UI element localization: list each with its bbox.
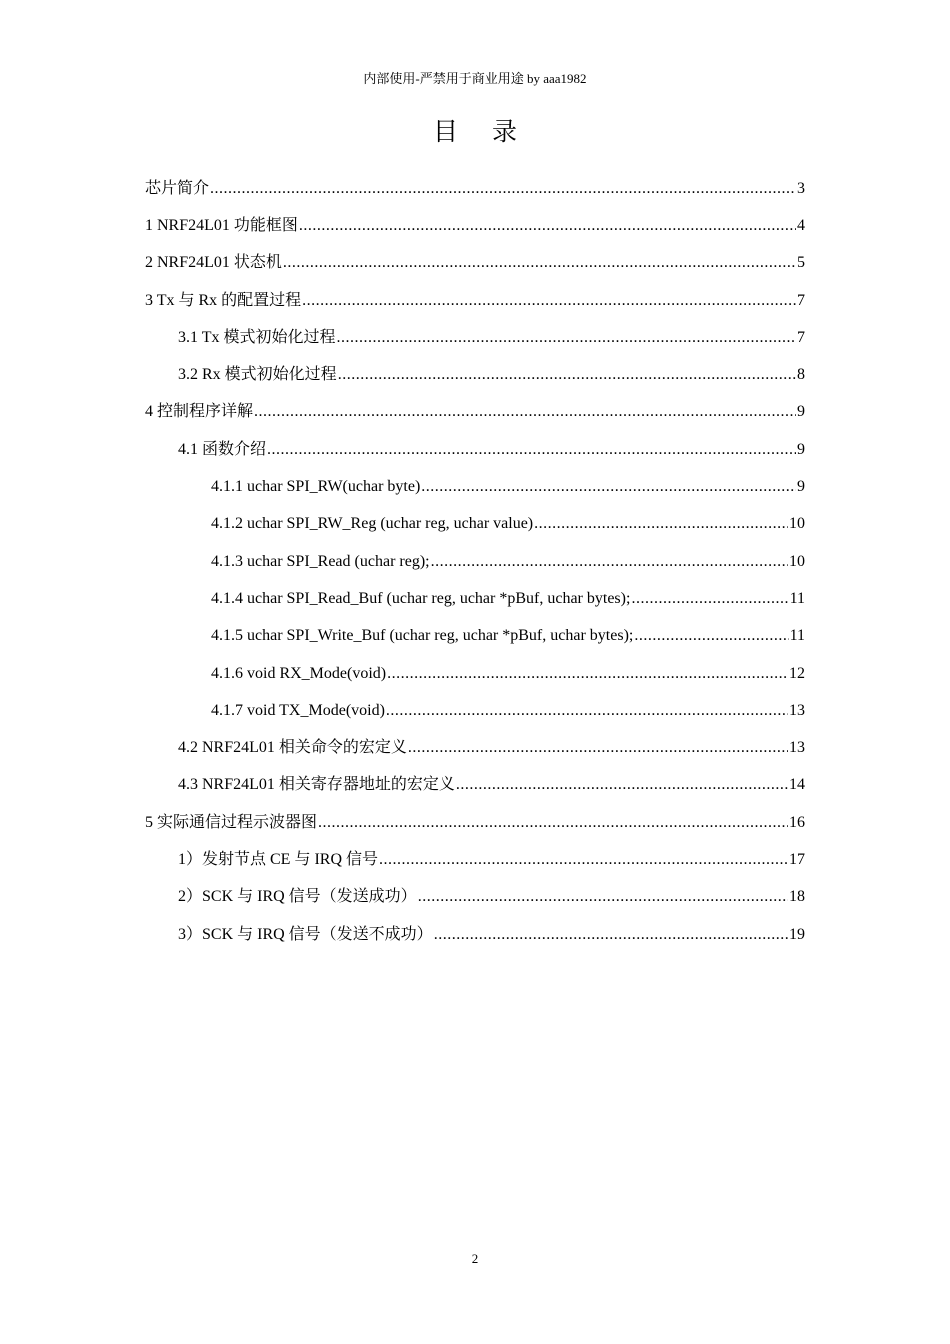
- toc-entry-title: 4.1 函数介绍: [178, 440, 267, 458]
- toc-entry[interactable]: [145, 655, 805, 692]
- toc-entry[interactable]: [145, 170, 805, 207]
- toc-entry[interactable]: [145, 916, 805, 953]
- toc-entry-title: 4.1.6 void RX_Mode(void): [211, 664, 387, 682]
- toc-entry-page-number: 18: [789, 888, 805, 906]
- toc-dot-leader: [634, 626, 788, 646]
- toc-dot-leader: [431, 552, 788, 572]
- toc-entry[interactable]: [145, 245, 805, 282]
- toc-dot-leader: [338, 365, 796, 385]
- toc-entry-page-number: 14: [789, 776, 805, 794]
- toc-dot-leader: [631, 589, 788, 609]
- toc-entry[interactable]: [145, 692, 805, 729]
- toc-entry-title: 4.3 NRF24L01 相关寄存器地址的宏定义: [178, 776, 455, 794]
- toc-entry-page-number: 9: [797, 403, 805, 421]
- toc-entry-page-number: 19: [789, 925, 805, 943]
- toc-dot-leader: [254, 402, 796, 422]
- toc-entry-page-number: 16: [789, 813, 805, 831]
- toc-dot-leader: [299, 216, 796, 236]
- toc-entry-title: 3 Tx 与 Rx 的配置过程: [145, 291, 302, 309]
- toc-entry[interactable]: [145, 319, 805, 356]
- toc-dot-leader: [210, 179, 796, 199]
- toc-entry-title: 芯片简介: [145, 179, 210, 197]
- toc-entry-title: 4.1.5 uchar SPI_Write_Buf (uchar reg, uchar *pBuf, uchar bytes);: [211, 627, 634, 645]
- toc-entry[interactable]: [145, 356, 805, 393]
- toc-dot-leader: [318, 813, 788, 833]
- toc-entry[interactable]: [145, 468, 805, 505]
- toc-entry-title: 3.2 Rx 模式初始化过程: [178, 366, 337, 384]
- toc-dot-leader: [379, 850, 788, 870]
- toc-entry[interactable]: [145, 207, 805, 244]
- toc-entry[interactable]: [145, 841, 805, 878]
- toc-entry-title: 4.1.4 uchar SPI_Read_Buf (uchar reg, uchar *pBuf, uchar bytes);: [211, 589, 631, 607]
- toc-dot-leader: [418, 887, 788, 907]
- table-of-contents: [145, 170, 805, 953]
- toc-entry-title: 4.2 NRF24L01 相关命令的宏定义: [178, 739, 407, 757]
- toc-entry-page-number: 4: [797, 216, 805, 234]
- toc-dot-leader: [456, 775, 788, 795]
- toc-dot-leader: [302, 291, 796, 311]
- toc-entry-page-number: 11: [789, 589, 805, 607]
- toc-entry-page-number: 13: [789, 739, 805, 757]
- toc-entry[interactable]: [145, 767, 805, 804]
- toc-dot-leader: [267, 440, 796, 460]
- toc-entry-page-number: 10: [789, 552, 805, 570]
- toc-entry[interactable]: [145, 506, 805, 543]
- toc-entry[interactable]: [145, 618, 805, 655]
- toc-entry-page-number: 13: [789, 701, 805, 719]
- toc-entry-page-number: 17: [789, 850, 805, 868]
- toc-entry[interactable]: [145, 879, 805, 916]
- toc-entry-page-number: 3: [797, 179, 805, 197]
- toc-entry-title: 3.1 Tx 模式初始化过程: [178, 328, 336, 346]
- toc-dot-leader: [387, 664, 788, 684]
- toc-entry-page-number: 7: [797, 328, 805, 346]
- toc-dot-leader: [421, 477, 796, 497]
- page-title: 目录: [432, 119, 551, 146]
- toc-entry-page-number: 10: [789, 515, 805, 533]
- toc-dot-leader: [534, 514, 788, 534]
- toc-entry-title: 4.1.3 uchar SPI_Read (uchar reg);: [211, 552, 430, 570]
- toc-entry-title: 1）发射节点 CE 与 IRQ 信号: [178, 850, 379, 868]
- toc-dot-leader: [408, 738, 788, 758]
- page-number: 2: [471, 1251, 479, 1266]
- toc-entry-page-number: 5: [797, 254, 805, 272]
- toc-entry-title: 4.1.1 uchar SPI_RW(uchar byte): [211, 478, 421, 496]
- toc-entry-title: 1 NRF24L01 功能框图: [145, 216, 298, 234]
- toc-entry[interactable]: [145, 729, 805, 766]
- toc-entry-page-number: 7: [797, 291, 805, 309]
- toc-entry[interactable]: [145, 543, 805, 580]
- toc-entry-page-number: 11: [789, 627, 805, 645]
- toc-entry[interactable]: [145, 804, 805, 841]
- toc-entry[interactable]: [145, 431, 805, 468]
- toc-entry[interactable]: [145, 282, 805, 319]
- toc-dot-leader: [283, 253, 796, 273]
- toc-entry-title: 4.1.2 uchar SPI_RW_Reg (uchar reg, uchar value): [211, 515, 534, 533]
- toc-entry-title: 4.1.7 void TX_Mode(void): [211, 701, 385, 719]
- toc-dot-leader: [434, 925, 788, 945]
- toc-entry-title: 4 控制程序详解: [145, 403, 254, 421]
- page-header: 内部使用-严禁用于商业用途 by aaa1982: [363, 71, 587, 86]
- toc-entry-title: 5 实际通信过程示波器图: [145, 813, 318, 831]
- toc-entry-page-number: 9: [797, 478, 805, 496]
- toc-entry-page-number: 12: [789, 664, 805, 682]
- toc-entry-page-number: 8: [797, 366, 805, 384]
- toc-entry-title: 3）SCK 与 IRQ 信号（发送不成功）: [178, 925, 433, 943]
- toc-entry-title: 2）SCK 与 IRQ 信号（发送成功）: [178, 888, 417, 906]
- toc-entry[interactable]: [145, 394, 805, 431]
- toc-entry-title: 2 NRF24L01 状态机: [145, 254, 282, 272]
- toc-entry-page-number: 9: [797, 440, 805, 458]
- toc-dot-leader: [386, 701, 788, 721]
- toc-dot-leader: [337, 328, 797, 348]
- toc-entry[interactable]: [145, 580, 805, 617]
